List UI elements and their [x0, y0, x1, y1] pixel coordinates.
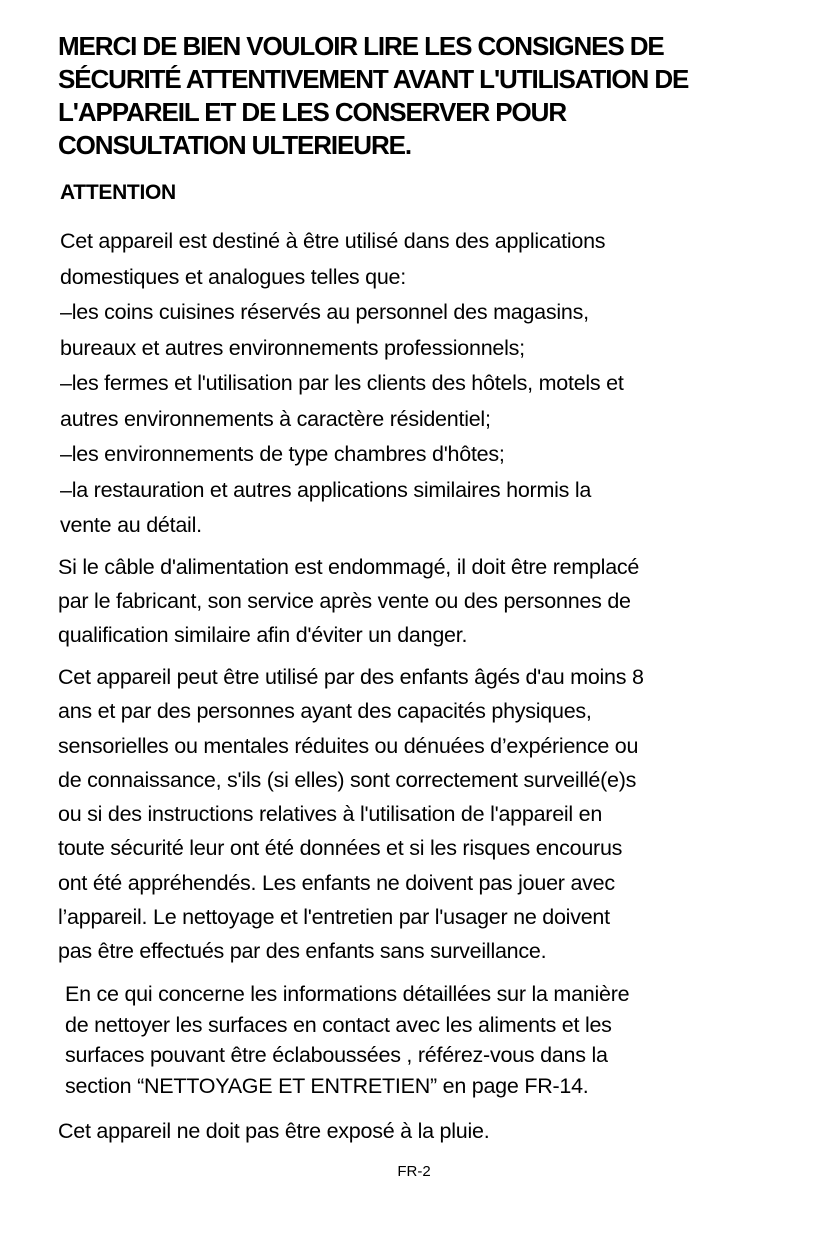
text-line: toute sécurité leur ont été données et si les risques encourus — [58, 836, 623, 861]
rain-warning-paragraph — [58, 1114, 489, 1148]
title-line: MERCI DE BIEN VOULOIR LIRE LES CONSIGNES DE — [58, 31, 664, 61]
text-line: de nettoyer les surfaces en contact avec les aliments et les — [65, 1012, 612, 1037]
attention-heading: ATTENTION — [60, 181, 176, 204]
text-line: qualification similaire afin d'éviter un danger. — [58, 623, 468, 647]
text-line: autres environnements à caractère résidentiel; — [60, 406, 491, 431]
text-line: Cet appareil est destiné à être utilisé dans des applications — [60, 229, 606, 253]
cleaning-reference-paragraph — [65, 979, 629, 1101]
text-line: de connaissance, s'ils (si elles) sont correctement surveillé(e)s — [58, 767, 637, 792]
text-line: par le fabricant, son service après vente ou des personnes de — [58, 589, 631, 613]
text-line: –les coins cuisines réservés au personnel des magasins, — [60, 300, 589, 324]
text-line: ou si des instructions relatives à l'utilisation de l'appareil en — [58, 802, 603, 827]
title-line: L'APPAREIL ET DE LES CONSERVER POUR — [58, 97, 566, 127]
safety-title — [58, 30, 778, 162]
text-line: ans et par des personnes ayant des capacités physiques, — [58, 699, 592, 724]
domestic-use-paragraph — [60, 224, 624, 544]
text-line: Si le câble d'alimentation est endommagé, il doit être remplacé — [58, 555, 640, 579]
text-line: l’appareil. Le nettoyage et l'entretien par l'usager ne doivent — [58, 905, 610, 930]
text-line: –les fermes et l'utilisation par les clients des hôtels, motels et — [60, 371, 624, 395]
text-line: ont été appréhendés. Les enfants ne doivent pas jouer avec — [58, 870, 615, 895]
text-line: Cet appareil peut être utilisé par des enfants âgés d'au moins 8 — [58, 665, 644, 689]
text-line: pas être effectués par des enfants sans surveillance. — [58, 939, 547, 964]
children-usage-paragraph — [58, 660, 644, 969]
text-line: –la restauration et autres applications similaires hormis la — [60, 477, 592, 502]
text-line: En ce qui concerne les informations détaillées sur la manière — [65, 982, 630, 1006]
title-line: SÉCURITÉ ATTENTIVEMENT AVANT L'UTILISATION DE — [58, 64, 689, 94]
text-line: vente au détail. — [60, 513, 202, 537]
title-line: CONSULTATION ULTERIEURE. — [58, 130, 411, 160]
text-line: bureaux et autres environnements professionnels; — [60, 335, 525, 360]
text-line: section “NETTOYAGE ET ENTRETIEN” en page FR-14. — [65, 1073, 589, 1098]
text-line: surfaces pouvant être éclaboussées , référez-vous dans la — [65, 1043, 608, 1067]
power-cable-paragraph — [58, 550, 639, 652]
page-number: FR-2 — [397, 1163, 431, 1180]
text-line: sensorielles ou mentales réduites ou dénuées d’expérience ou — [58, 733, 639, 758]
text-line: domestiques et analogues telles que: — [60, 264, 406, 289]
text-line: –les environnements de type chambres d'hôtes; — [60, 442, 505, 466]
text-line: Cet appareil ne doit pas être exposé à la pluie. — [58, 1119, 490, 1143]
